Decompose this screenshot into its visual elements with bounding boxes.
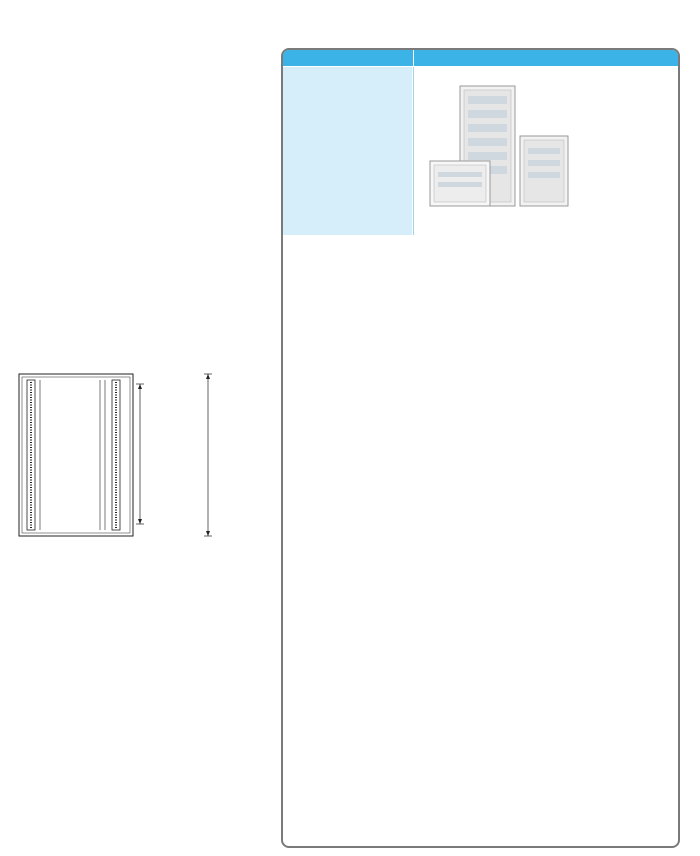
header-empty-cell	[283, 50, 412, 66]
image-label-cell	[283, 67, 412, 235]
table-header-title	[413, 50, 678, 66]
table-header-row	[283, 50, 678, 67]
product-image-cell	[413, 67, 678, 235]
spec-table	[281, 48, 680, 848]
product-image-row	[283, 67, 678, 236]
enclosure-drawing	[0, 366, 290, 546]
product-photo	[420, 76, 580, 226]
